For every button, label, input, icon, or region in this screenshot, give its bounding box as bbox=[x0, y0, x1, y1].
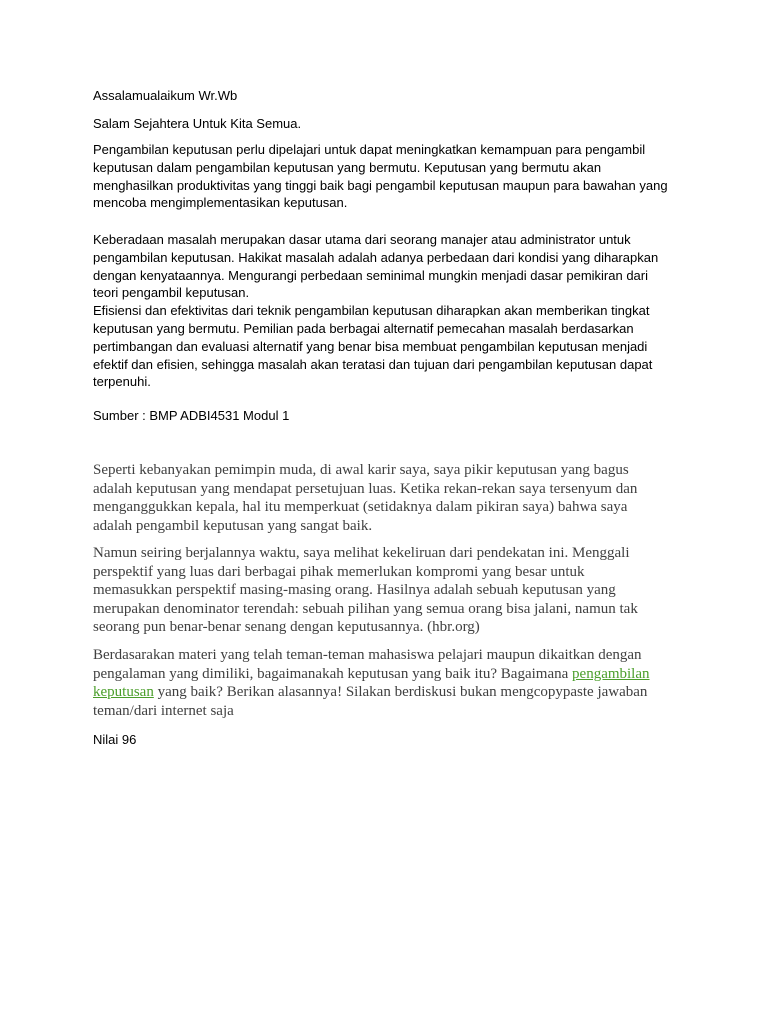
problem-line: keputusan yang bermutu. Pemilian pada berbagai alternatif pemecahan masalah berdasarkan bbox=[93, 320, 634, 336]
question-line: perspektif yang luas dari berbagai pihak memerlukan kompromi yang besar untuk bbox=[93, 563, 585, 580]
problem-line: pengambilan keputusan. Hakikat masalah adalah adanya perbedaan dari kondisi yang diharapkan bbox=[93, 249, 659, 265]
problem-line: Keberadaan masalah merupakan dasar utama dari seorang manajer atau administrator untuk bbox=[93, 232, 631, 247]
problem-line: teori pengambil keputusan. bbox=[93, 285, 250, 301]
intro-paragraph bbox=[93, 141, 678, 212]
intro-line: menghasilkan produktivitas yang tinggi baik bagi pengambil keputusan maupun para bawahan yang bbox=[93, 177, 668, 193]
question-line: teman/dari internet saja bbox=[93, 702, 234, 719]
question-line: memasukkan perspektif masing-masing orang. Hasilnya adalah sebuah keputusan yang bbox=[93, 582, 616, 598]
question-line: menganggukkan kepala, hal itu memperkuat (setidaknya dalam pikiran saya) bahwa saya bbox=[93, 499, 628, 515]
problem-line: Efisiensi dan efektivitas dari teknik pengambilan keputusan diharapkan akan memberikan tingkat bbox=[93, 303, 650, 319]
intro-line: mencoba mengimplementasikan keputusan. bbox=[93, 195, 348, 211]
problem-line: dengan kenyataannya. Mengurangi perbedaan seminimal mungkin menjadi dasar pemikiran dari bbox=[93, 267, 649, 283]
intro-line: keputusan dalam pengambilan keputusan yang bermutu. Keputusan yang bermutu akan bbox=[93, 159, 602, 175]
pengambilan-keputusan-link[interactable]: pengambilan bbox=[572, 665, 650, 682]
greeting-line: Assalamualaikum Wr.Wb bbox=[93, 88, 238, 103]
problem-paragraph bbox=[93, 231, 678, 391]
question-line-text: yang baik? Berikan alasannya! Silakan berdiskusi bukan mengcopypaste jawaban bbox=[153, 684, 648, 700]
pengambilan-keputusan-link-continued[interactable]: keputusan bbox=[93, 684, 154, 700]
question-line bbox=[93, 683, 678, 702]
question-line bbox=[93, 665, 678, 684]
question-line: Seperti kebanyakan pemimpin muda, di awal karir saya, saya pikir keputusan yang bagus bbox=[93, 462, 629, 478]
problem-line: efektif dan efisien, sehingga masalah akan teratasi dan tujuan dari pengambilan keputusan dapat bbox=[93, 356, 653, 372]
salam-line: Salam Sejahtera Untuk Kita Semua. bbox=[93, 116, 302, 131]
question-line: adalah keputusan yang mendapat persetujuan luas. Ketika rekan-rekan saya tersenyum dan bbox=[93, 480, 638, 497]
score-line: Nilai 96 bbox=[93, 732, 137, 747]
question-paragraph-2 bbox=[93, 544, 678, 637]
question-line: Namun seiring berjalannya waktu, saya melihat kekeliruan dari pendekatan ini. Menggali bbox=[93, 545, 630, 561]
question-line: Berdasarakan materi yang telah teman-teman mahasiswa pelajari maupun dikaitkan dengan bbox=[93, 647, 642, 663]
intro-line: Pengambilan keputusan perlu dipelajari untuk dapat meningkatkan kemampuan para pengambil bbox=[93, 142, 646, 157]
problem-line: terpenuhi. bbox=[93, 374, 151, 390]
question-line: adalah pengambil keputusan yang sangat baik. bbox=[93, 517, 373, 534]
question-line-text: pengalaman yang dimiliki, bagaimanakah keputusan yang baik itu? Bagaimana bbox=[93, 665, 573, 682]
question-paragraph-1 bbox=[93, 461, 678, 535]
source-line: Sumber : BMP ADBI4531 Modul 1 bbox=[93, 408, 290, 423]
question-line: seorang pun benar-benar senang dengan keputusannya. (hbr.org) bbox=[93, 619, 480, 635]
problem-line: pertimbangan dan evaluasi alternatif yang benar bisa membuat pengambilan keputusan menjadi bbox=[93, 338, 648, 354]
question-paragraph-3 bbox=[93, 646, 678, 720]
question-line: merupakan denominator terendah: sebuah pilihan yang semua orang bisa jalani, namun tak bbox=[93, 600, 638, 617]
